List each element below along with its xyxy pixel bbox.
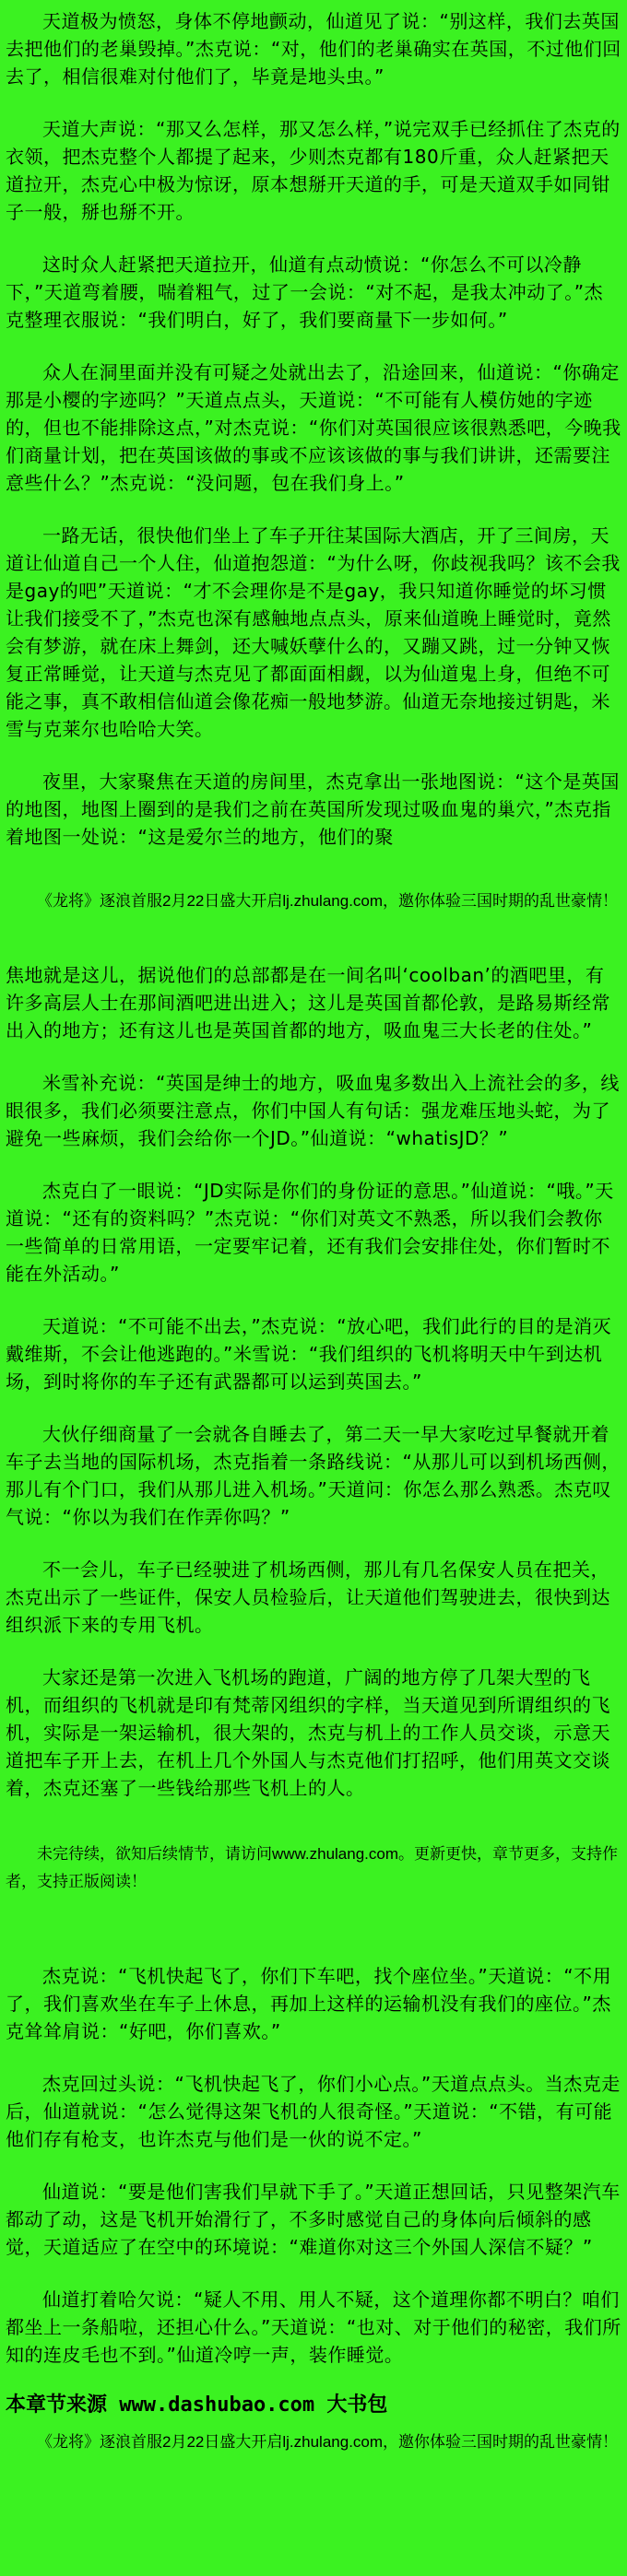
novel-paragraph: 米雪补充说：“英国是绅士的地方，吸血鬼多数出入上流社会的多，线眼很多，我们必须要注意点，你们中国人有句话：强龙难压地头蛇，为了避免一些麻烦，我们会给你一个JD。”仙道说：“whatisJD？” — [6, 1072, 620, 1149]
novel-paragraph: 夜里，大家聚焦在天道的房间里，杰克拿出一张地图说：“这个是英国的地图，地图上圈到的是我们之前在英国所发现过吸血鬼的巢穴，”杰克指着地图一处说：“这是爱尔兰的地方，他们的聚 — [6, 770, 620, 848]
promo-ad-line: 《龙将》逐浪首服2月22日盛大开启lj.zhulang.com，邀你体验三国时期的乱世豪情！ — [37, 2433, 619, 2451]
novel-paragraph: 天道极为愤怒，身体不停地颤动，仙道见了说：“别这样，我们去英国去把他们的老巢毁掉。”杰克说：“对，他们的老巢确实在英国，不过他们回去了，相信很难对付他们了，毕竟是地头虫。” — [6, 10, 621, 88]
novel-paragraph: 杰克白了一眼说：“JD实际是你们的身份证的意思。”仙道说：“哦。”天道说：“还有的资料吗？”杰克说：“你们对英文不熟悉，所以我们会教你一些简单的日常用语，一定要牢记着，还有我们会安排住处，你们暂时不能在外活动。” — [6, 1180, 614, 1285]
novel-paragraph: 大家还是第一次进入飞机场的跑道，广阔的地方停了几架大型的飞机，而组织的飞机就是印有梵蒂冈组织的字样，当天道见到所谓组织的飞机，实际是一架运输机，很大架的，杰克与机上的工作人员交谈，示意天道把车子开上去，在机上几个外国人与杰克他们打招呼，他们用英文交谈着，杰克还塞了一些钱给那些飞机上的人。 — [6, 1666, 610, 1799]
novel-paragraph: 大伙仔细商量了一会就各自睡去了，第二天一早大家吃过早餐就开着车子去当地的国际机场，杰克指着一条路线说：“从那儿可以到机场西侧，那儿有个门口，我们从那儿进入机场。”天道问：你怎么那么熟悉。杰克叹气说：“你以为我们在作弄你吗？” — [6, 1423, 621, 1528]
chapter-source-line: 本章节来源 www.dashubao.com 大书包 — [6, 2394, 388, 2417]
promo-ad-line: 《龙将》逐浪首服2月22日盛大开启lj.zhulang.com，邀你体验三国时期的乱世豪情！ — [37, 892, 619, 910]
novel-paragraph: 这时众人赶紧把天道拉开，仙道有点动愤说：“你怎么不可以冷静下，”天道弯着腰，喘着粗气，过了一会说：“对不起，是我太冲动了。”杰克整理衣服说：“我们明白，好了，我们要商量下一步如何。” — [6, 253, 604, 331]
novel-paragraph: 众人在洞里面并没有可疑之处就出去了，沿途回来，仙道说：“你确定那是小樱的字迹吗？”天道点点头，天道说：“不可能有人模仿她的字迹的，但也不能排除这点，”对杰克说：“你们对英国很应该很熟悉吧，今晚我们商量计划，把在英国该做的事或不应该该做的事与我们讲讲，还需要注意些什么？”杰克说：“没问题，包在我们身上。” — [6, 361, 621, 494]
chapter-content — [6, 7, 621, 2456]
novel-paragraph: 焦地就是这儿，据说他们的总部都是在一间名叫‘coolban’的酒吧里，有许多高层人士在那间酒吧进出进入；这儿是英国首都伦敦，是路易斯经常出入的地方；还有这儿也是英国首都的地方，吸血鬼三大长老的住处。” — [6, 964, 610, 1041]
novel-paragraph: 天道说：“不可能不出去，”杰克说：“放心吧，我们此行的目的是消灭戴维斯，不会让他逃跑的。”米雪说：“我们组织的飞机将明天中午到达机场，到时将你的车子还有武器都可以运到英国去。” — [6, 1315, 612, 1393]
novel-paragraph: 天道大声说：“那又么怎样，那又怎么样，”说完双手已经抓住了杰克的衣领，把杰克整个人都提了起来，少则杰克都有180斤重，众人赶紧把天道拉开，杰克心中极为惊讶，原本想掰开天道的手，可是天道双手如同钳子一般，掰也掰不开。 — [6, 118, 621, 223]
novel-paragraph: 杰克回过头说：“飞机快起飞了，你们小心点。”天道点点头。当杰克走后，仙道就说：“怎么觉得这架飞机的人很奇怪。”天道说：“不错，有可能他们存有枪支，也许杰克与他们是一伙的说不定。” — [6, 2073, 621, 2150]
novel-paragraph: 一路无话，很快他们坐上了车子开往某国际大酒店，开了三间房，天道让仙道自己一个人住，仙道抱怨道：“为什么呀，你歧视我吗？该不会我是gay的吧”天道说：“才不会理你是不是gay，我只知道你睡觉的坏习惯让我们接受不了，”杰克也深有感触地点点头，原来仙道晚上睡觉时，竟然会有梦游，就在床上舞剑，还大喊妖孽什么的，又蹦又跳，过一分钟又恢复正常睡觉，让天道与杰克见了都面面相觑，以为仙道鬼上身，但绝不可能之事，真不敢相信仙道会像花痴一般地梦游。仙道无奈地接过钥匙，米雪与克莱尔也哈哈大笑。 — [6, 524, 621, 740]
novel-paragraph: 仙道打着哈欠说：“疑人不用、用人不疑，这个道理你都不明白？咱们都坐上一条船啦，还担心什么。”天道说：“也对、对于他们的秘密，我们所知的连皮毛也不到。”仙道冷哼一声，装作睡觉。 — [6, 2288, 621, 2366]
novel-paragraph: 不一会儿，车子已经驶进了机场西侧，那儿有几名保安人员在把关，杰克出示了一些证件，保安人员检验后，让天道他们驾驶进去，很快到达组织派下来的专用飞机。 — [6, 1559, 610, 1636]
novel-paragraph: 仙道说：“要是他们害我们早就下手了。”天道正想回话，只见整架汽车都动了动，这是飞机开始滑行了，不多时感觉自己的身体向后倾斜的感觉，天道适应了在空中的环境说：“难道你对这三个外国人深信不疑？” — [6, 2181, 621, 2258]
to-be-continued-notice: 未完待续，欲知后续情节，请访问www.zhulang.com。更新更快，章节更多，支持作者，支持正版阅读！ — [6, 1845, 619, 1890]
novel-paragraph: 杰克说：“飞机快起飞了，你们下车吧，找个座位坐。”天道说：“不用了，我们喜欢坐在车子上休息，再加上这样的运输机没有我们的座位。”杰克耸耸肩说：“好吧，你们喜欢。” — [6, 1965, 612, 2042]
